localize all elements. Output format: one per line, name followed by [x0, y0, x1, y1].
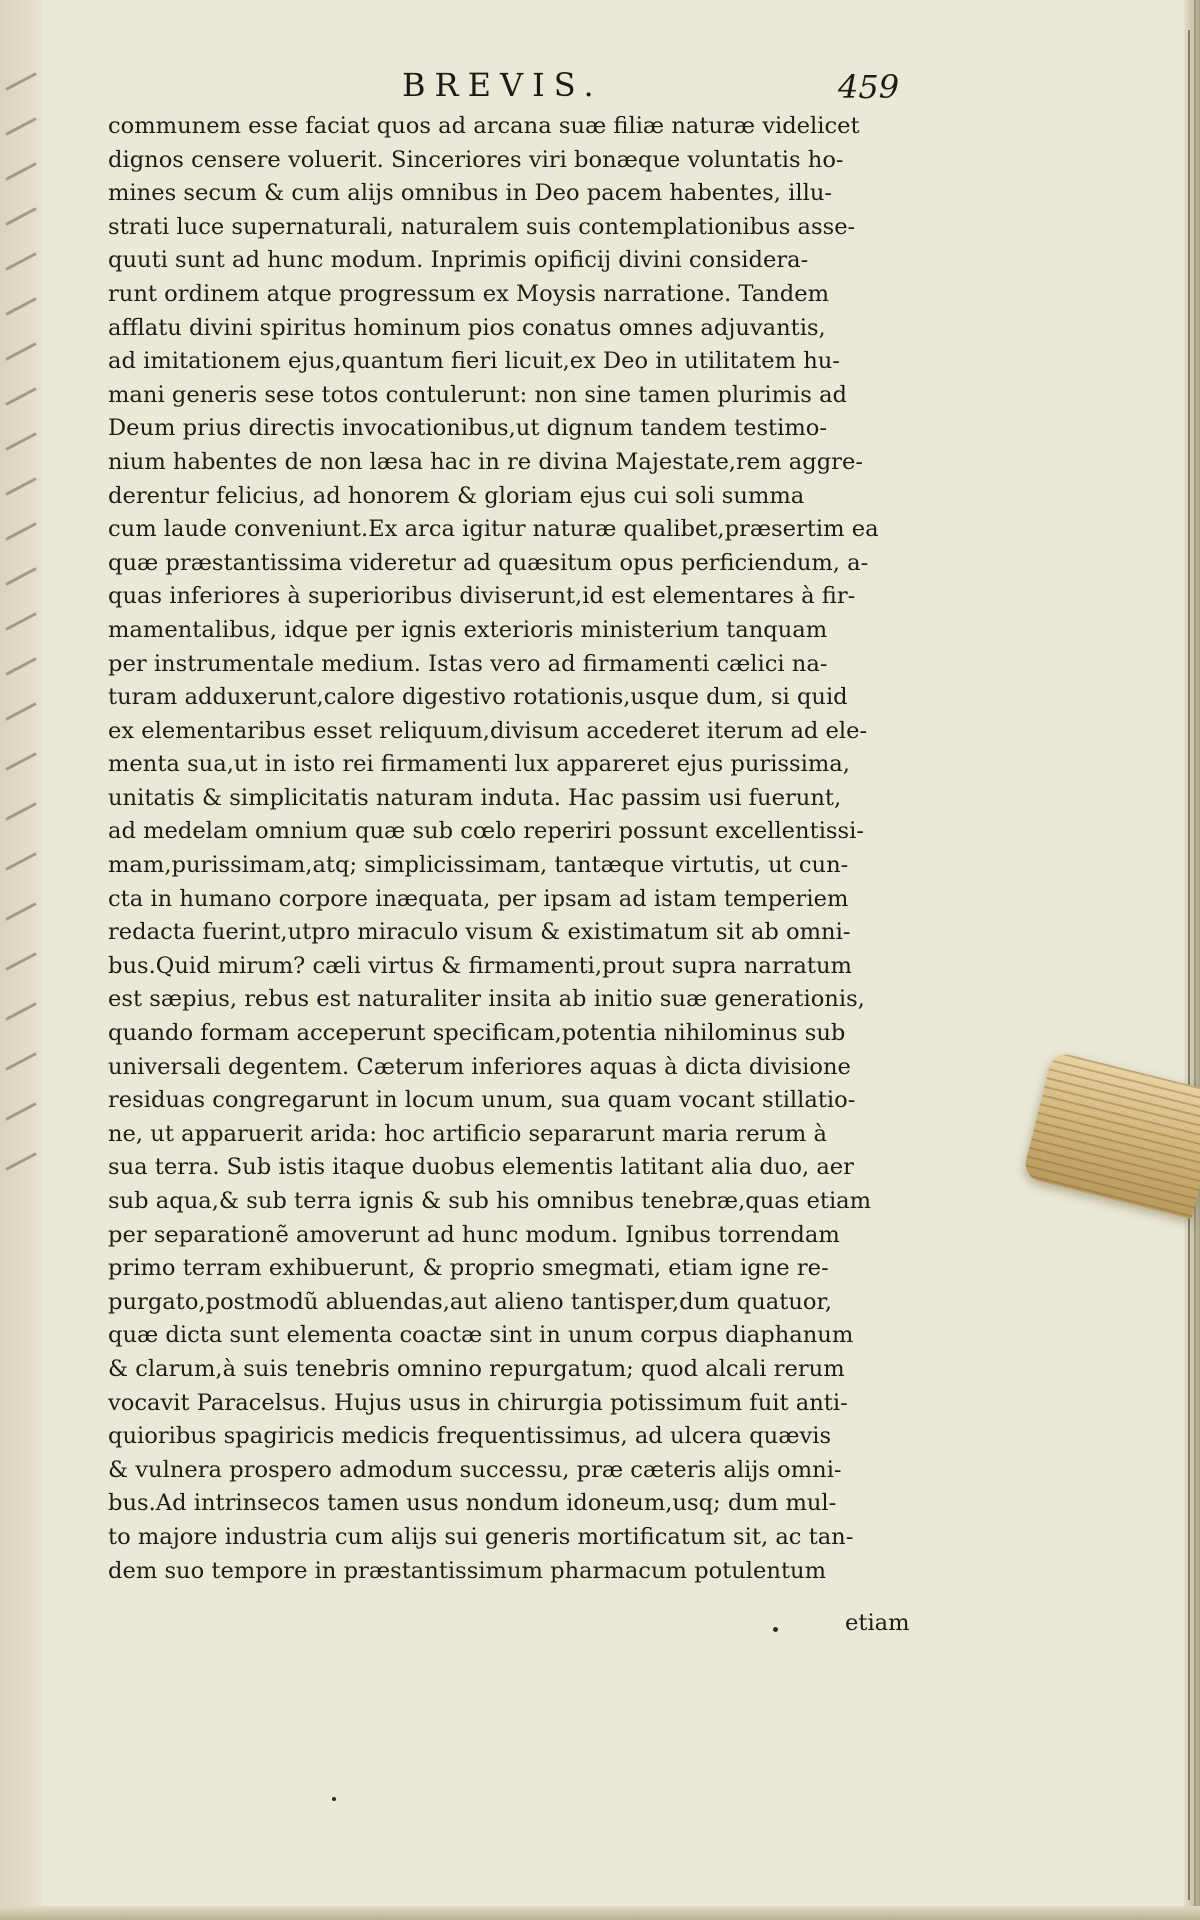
text-line: Deum prius directis invocationibus,ut dignum tandem testimo-	[108, 415, 828, 442]
binding-line	[1194, 0, 1196, 1920]
page-header	[0, 66, 1200, 110]
text-line: per instrumentale medium. Istas vero ad firmamenti cælici na-	[108, 650, 828, 677]
text-line: sub aqua,& sub terra ignis & sub his omnibus tenebræ,quas etiam	[108, 1188, 872, 1214]
body-text	[108, 110, 918, 1622]
text-line: universali degentem. Cæterum inferiores aquas à dicta divisione	[108, 1053, 851, 1080]
text-line: mam,purissimam,atq; simplicissimam, tantæque virtutis, ut cun-	[108, 852, 849, 879]
text-line: residuas congregarunt in locum unum, sua quam vocant stillatio-	[108, 1087, 856, 1114]
text-line	[108, 1588, 918, 1622]
text-line: runt ordinem atque progressum ex Moysis narratione. Tandem	[108, 280, 830, 307]
ink-speck	[332, 1797, 336, 1801]
text-line: est sæpius, rebus est naturaliter insita ab initio suæ generationis,	[108, 986, 865, 1013]
text-line: vocavit Paracelsus. Hujus usus in chirurgia potissimum fuit anti-	[108, 1389, 848, 1416]
show-through-mark	[5, 852, 36, 871]
text-line: bus.Quid mirum? cæli virtus & firmamenti,prout supra narratum	[108, 952, 852, 979]
show-through-mark	[5, 387, 36, 406]
text-line: redacta fuerint,utpro miraculo visum & existimatum sit ab omni-	[108, 919, 851, 946]
text-line: dignos censere voluerit. Sinceriores viri bonæque voluntatis ho-	[108, 146, 844, 173]
text-line: ad imitationem ejus,quantum fieri licuit,ex Deo in utilitatem hu-	[108, 348, 840, 375]
show-through-mark	[5, 1102, 36, 1121]
text-line: communem esse faciat quos ad arcana suæ filiæ naturæ videlicet	[108, 113, 860, 139]
text-line: ex elementaribus esset reliquum,divisum accederet iterum ad ele-	[108, 717, 868, 744]
binding-line	[1188, 30, 1190, 1900]
text-line: cta in humano corpore inæquata, per ipsam ad istam temperiem	[108, 885, 849, 912]
text-line: turam adduxerunt,calore digestivo rotationis,usque dum, si quid	[108, 684, 848, 711]
show-through-mark	[5, 477, 36, 496]
text-line: strati luce supernaturali, naturalem suis contemplationibus asse-	[108, 213, 856, 240]
text-line: cum laude conveniunt.Ex arca igitur naturæ qualibet,præsertim ea	[108, 516, 879, 543]
show-through-mark	[5, 1002, 36, 1021]
show-through-mark	[5, 342, 36, 361]
text-line: to majore industria cum alijs sui generis mortificatum sit, ac tan-	[108, 1523, 854, 1550]
page-bottom-edge	[0, 1906, 1200, 1920]
text-line: quæ præstantissima videretur ad quæsitum opus perficiendum, a-	[108, 549, 869, 576]
text-line: per separationẽ amoverunt ad hunc modum. Ignibus torrendam	[108, 1221, 840, 1248]
show-through-mark	[5, 522, 36, 541]
text-line: primo terram exhibuerunt, & proprio smegmati, etiam igne re-	[108, 1255, 829, 1282]
text-line: & clarum,à suis tenebris omnino repurgatum; quod alcali rerum	[108, 1355, 845, 1382]
show-through-mark	[5, 162, 36, 181]
show-through-mark	[5, 1052, 36, 1071]
bamboo-stick-object	[1022, 1051, 1200, 1219]
show-through-mark	[5, 252, 36, 271]
show-through-mark	[5, 432, 36, 451]
text-line: sua terra. Sub istis itaque duobus elementis latitant alia duo, aer	[108, 1154, 854, 1181]
show-through-mark	[5, 802, 36, 821]
catchword: etiam	[845, 1610, 910, 1636]
show-through-mark	[5, 297, 36, 316]
text-line: quas inferiores à superioribus diviserunt,id est elementares à fir-	[108, 583, 856, 610]
text-line: quando formam acceperunt specificam,potentia nihilominus sub	[108, 1020, 846, 1047]
text-line: afflatu divini spiritus hominum pios conatus omnes adjuvantis,	[108, 314, 826, 341]
text-line: dem suo tempore in præstantissimum pharmacum potulentum	[108, 1557, 827, 1584]
show-through-mark	[5, 1152, 36, 1171]
page-number: 459	[838, 68, 900, 106]
show-through-mark	[5, 117, 36, 136]
page-right-edge	[1184, 0, 1200, 1920]
show-through-mark	[5, 657, 36, 676]
running-head: BREVIS.	[402, 66, 603, 104]
text-line: unitatis & simplicitatis naturam induta. Hac passim usi fuerunt,	[108, 784, 842, 811]
text-line: quioribus spagiricis medicis frequentissimus, ad ulcera quævis	[108, 1423, 832, 1450]
text-line: purgato,postmodũ abluendas,aut alieno tantisper,dum quatuor,	[108, 1288, 833, 1315]
ink-speck	[773, 1627, 778, 1632]
text-line: mines secum & cum alijs omnibus in Deo pacem habentes, illu-	[108, 180, 833, 207]
text-line: derentur felicius, ad honorem & gloriam ejus cui soli summa	[108, 482, 805, 509]
show-through-mark	[5, 567, 36, 586]
show-through-mark	[5, 752, 36, 771]
text-line: & vulnera prospero admodum successu, præ cæteris alijs omni-	[108, 1456, 842, 1483]
show-through-mark	[5, 902, 36, 921]
text-line: nium habentes de non læsa hac in re divina Majestate,rem aggre-	[108, 448, 863, 475]
text-line: quæ dicta sunt elementa coactæ sint in unum corpus diaphanum	[108, 1322, 854, 1349]
show-through-mark	[5, 612, 36, 631]
text-line: mamentalibus, idque per ignis exterioris ministerium tanquam	[108, 616, 828, 643]
show-through-mark	[5, 207, 36, 226]
text-line: ad medelam omnium quæ sub cœlo reperiri possunt excellentissi-	[108, 818, 864, 845]
text-line: ne, ut apparuerit arida: hoc artificio separarunt maria rerum à	[108, 1120, 828, 1147]
text-line: bus.Ad intrinsecos tamen usus nondum idoneum,usq; dum mul-	[108, 1490, 837, 1517]
page-gutter	[0, 0, 42, 1920]
text-line: mani generis sese totos contulerunt: non sine tamen plurimis ad	[108, 381, 847, 408]
show-through-mark	[5, 702, 36, 721]
text-line: quuti sunt ad hunc modum. Inprimis opificij divini considera-	[108, 247, 809, 274]
show-through-mark	[5, 952, 36, 971]
text-line: menta sua,ut in isto rei firmamenti lux appareret ejus purissima,	[108, 751, 850, 778]
